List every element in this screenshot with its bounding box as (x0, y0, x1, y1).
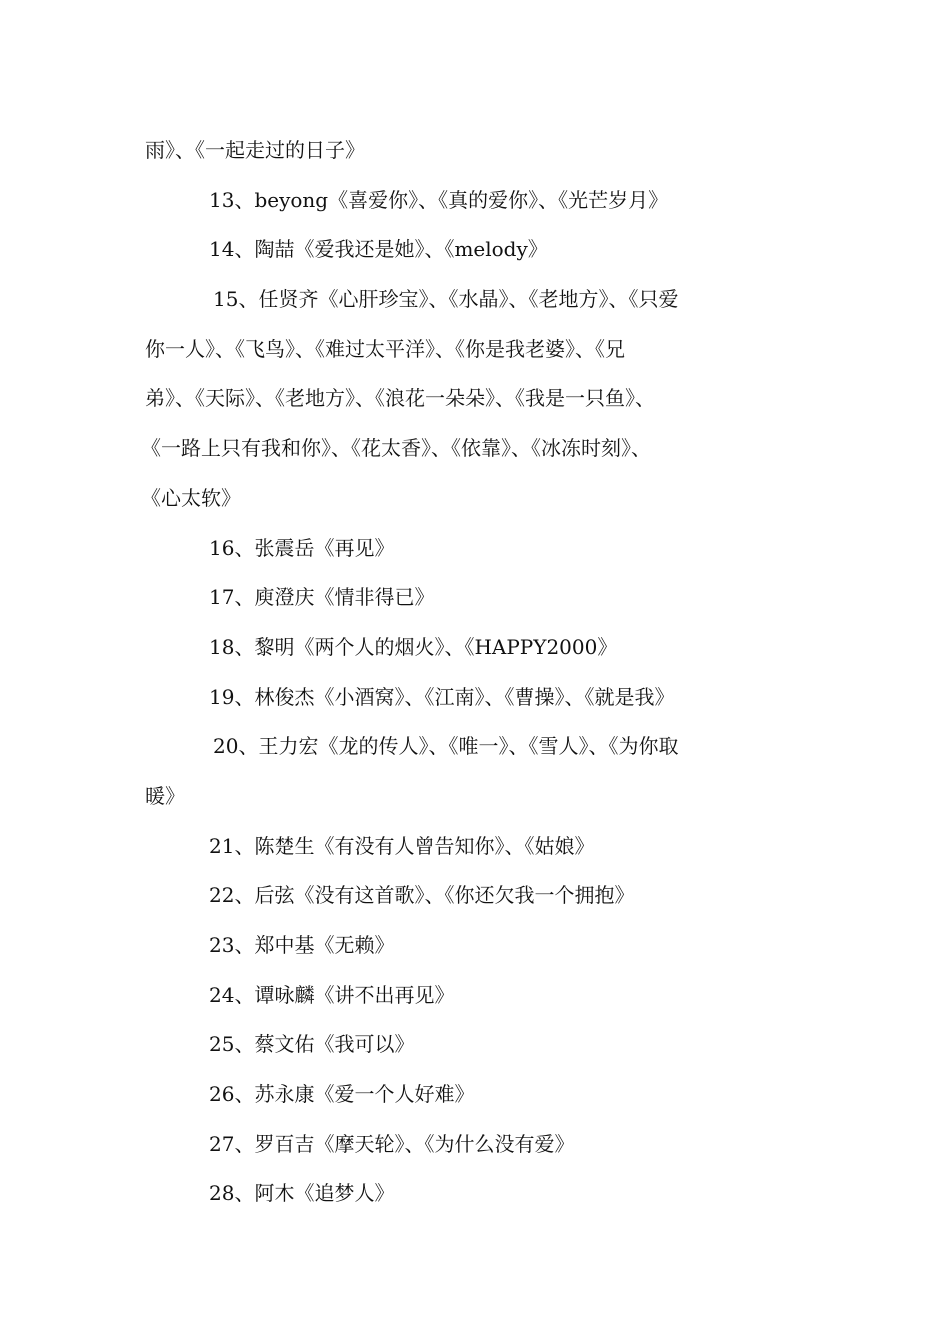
list-item-20: 20、王力宏《龙的传人》、《唯一》、《雪人》、《为你取 (213, 734, 679, 759)
list-item-24: 24、谭咏麟《讲不出再见》 (209, 982, 455, 1007)
list-item-28: 28、阿木《追梦人》 (209, 1181, 395, 1206)
list-item-13: 13、beyong《喜爱你》、《真的爱你》、《光芒岁月》 (209, 187, 669, 212)
list-item-15: 15、任贤齐《心肝珍宝》、《水晶》、《老地方》、《只爱 (213, 287, 679, 312)
list-item-17: 17、庾澄庆《情非得已》 (209, 585, 435, 610)
list-item-21: 21、陈楚生《有没有人曾告知你》、《姑娘》 (209, 833, 595, 858)
text-line-continuation: 雨》、《一起走过的日子》 (145, 138, 365, 162)
list-item-19: 19、林俊杰《小酒窝》、《江南》、《曹操》、《就是我》 (209, 684, 675, 709)
list-item-27: 27、罗百吉《摩天轮》、《为什么没有爱》 (209, 1131, 575, 1156)
list-item-25: 25、蔡文佑《我可以》 (209, 1032, 415, 1057)
list-item-16: 16、张震岳《再见》 (209, 535, 395, 560)
list-item-18: 18、黎明《两个人的烟火》、《HAPPY2000》 (209, 634, 618, 659)
list-item-22: 22、后弦《没有这首歌》、《你还欠我一个拥抱》 (209, 883, 635, 908)
list-item-14: 14、陶喆《爱我还是她》、《melody》 (209, 237, 548, 262)
text-line-continuation: 你一人》、《飞鸟》、《难过太平洋》、《你是我老婆》、《兄 (145, 336, 625, 361)
text-line-continuation: 暖》 (145, 783, 185, 808)
list-item-23: 23、郑中基《无赖》 (209, 933, 395, 957)
text-line-continuation: 《心太软》 (141, 485, 241, 510)
list-item-26: 26、苏永康《爱一个人好难》 (209, 1082, 475, 1107)
text-line-continuation: 《一路上只有我和你》、《花太香》、《依靠》、《冰冻时刻》、 (141, 436, 651, 461)
text-line-continuation: 弟》、《天际》、《老地方》、《浪花一朵朵》、《我是一只鱼》、 (145, 386, 655, 411)
song-list (141, 126, 825, 1219)
